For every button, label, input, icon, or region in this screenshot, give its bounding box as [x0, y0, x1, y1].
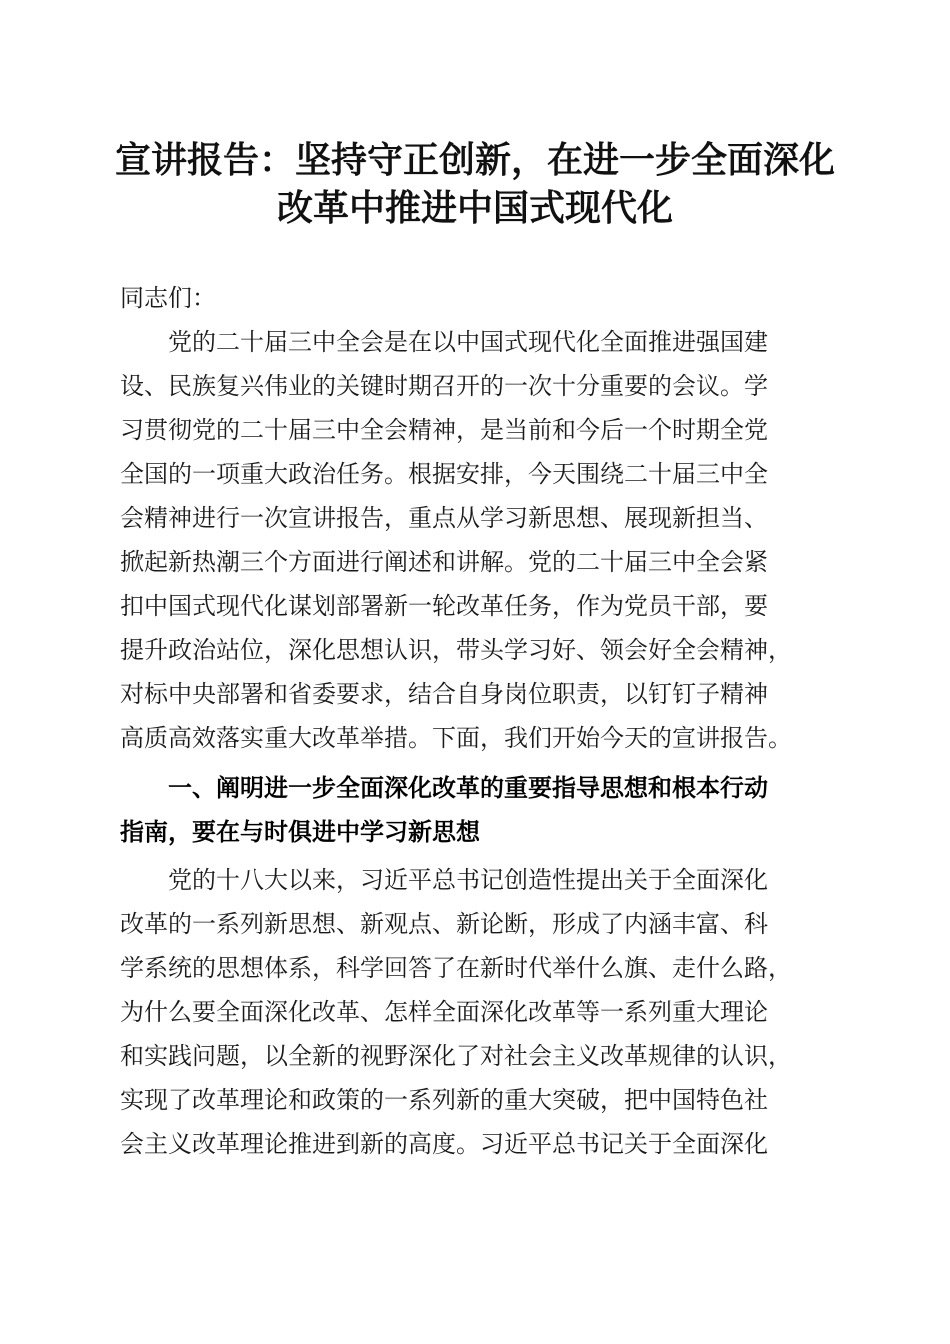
paragraph-line: 高质高效落实重大改革举措。下面，我们开始今天的宣讲报告。	[120, 724, 792, 752]
paragraph-line: 掀起新热潮三个方面进行阐述和讲解。党的二十届三中全会紧	[120, 548, 768, 576]
paragraph-line: 和实践问题，以全新的视野深化了对社会主义改革规律的认识，	[120, 1042, 792, 1070]
paragraph-line: 会精神进行一次宣讲报告，重点从学习新思想、展现新担当、	[120, 504, 768, 532]
paragraph-line: 学系统的思想体系，科学回答了在新时代举什么旗、走什么路，	[120, 954, 792, 982]
paragraph-line: 为什么要全面深化改革、怎样全面深化改革等一系列重大理论	[120, 998, 768, 1026]
paragraph-line: 会主义改革理论推进到新的高度。习近平总书记关于全面深化	[120, 1130, 768, 1158]
paragraph-line: 改革的一系列新思想、新观点、新论断，形成了内涵丰富、科	[120, 910, 768, 938]
paragraph-line: 对标中央部署和省委要求，结合自身岗位职责，以钉钉子精神	[120, 680, 768, 708]
section-heading-line: 一、阐明进一步全面深化改革的重要指导思想和根本行动	[168, 774, 768, 802]
paragraph-line: 党的二十届三中全会是在以中国式现代化全面推进强国建	[168, 328, 768, 356]
document-title-line-2: 改革中推进中国式现代化	[276, 187, 673, 229]
paragraph-line: 全国的一项重大政治任务。根据安排，今天围绕二十届三中全	[120, 460, 768, 488]
paragraph-line: 设、民族复兴伟业的关键时期召开的一次十分重要的会议。学	[120, 372, 768, 400]
paragraph-line: 提升政治站位，深化思想认识，带头学习好、领会好全会精神，	[120, 636, 792, 664]
paragraph-line: 实现了改革理论和政策的一系列新的重大突破，把中国特色社	[120, 1086, 768, 1114]
greeting: 同志们：	[120, 284, 216, 312]
paragraph-line: 扣中国式现代化谋划部署新一轮改革任务，作为党员干部，要	[120, 592, 768, 620]
paragraph-line: 习贯彻党的二十届三中全会精神，是当前和今后一个时期全党	[120, 416, 768, 444]
document-title-line-1: 宣讲报告：坚持守正创新，在进一步全面深化	[114, 139, 835, 181]
section-heading-line: 指南，要在与时俱进中学习新思想	[120, 818, 480, 846]
paragraph-line: 党的十八大以来，习近平总书记创造性提出关于全面深化	[168, 866, 768, 894]
